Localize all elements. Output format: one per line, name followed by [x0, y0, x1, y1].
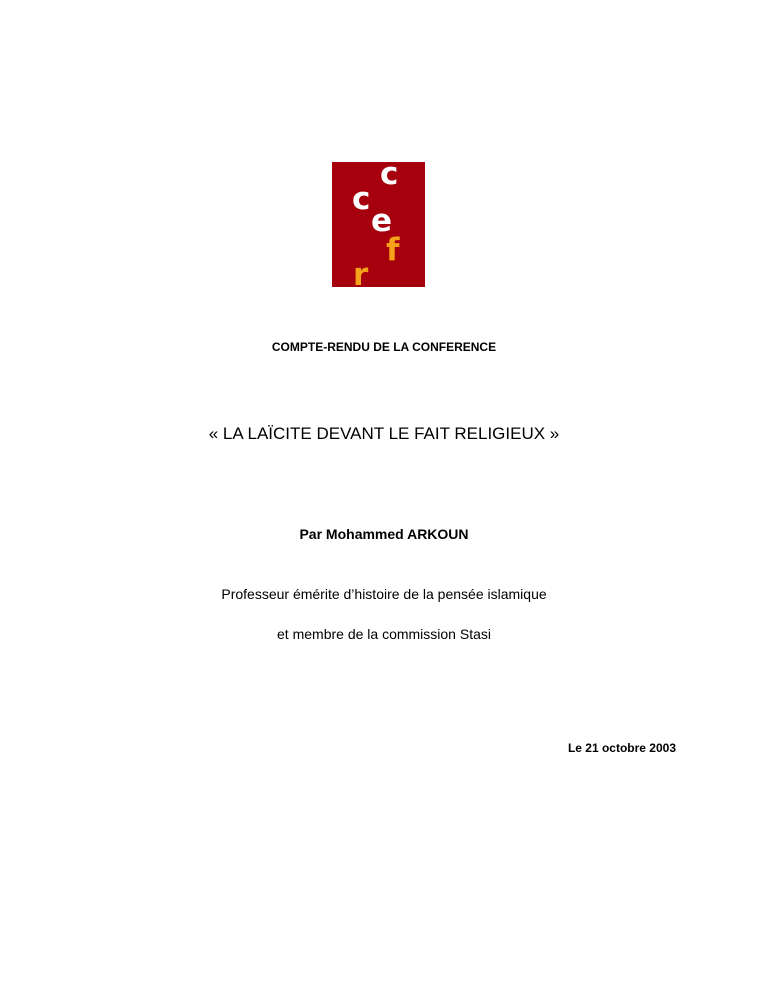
cceef-logo — [332, 162, 425, 287]
logo-letter-e: e — [371, 203, 393, 239]
affiliation-line-1: Professeur émérite d’histoire de la pensée islamique — [221, 586, 547, 602]
logo-letter-c-top: c — [380, 162, 399, 192]
document-heading: COMPTE-RENDU DE LA CONFERENCE — [271, 340, 497, 354]
conference-title: « LA LAÏCITE DEVANT LE FAIT RELIGIEUX » — [208, 424, 560, 443]
conference-date: Le 21 octobre 2003 — [567, 741, 676, 755]
affiliation-line-2: et membre de la commission Stasi — [277, 626, 491, 642]
author-line: Par Mohammed ARKOUN — [299, 526, 469, 542]
logo-letter-f: f — [386, 232, 400, 268]
logo-letter-r: r — [353, 257, 369, 287]
logo-letter-c-second: c — [352, 181, 371, 217]
